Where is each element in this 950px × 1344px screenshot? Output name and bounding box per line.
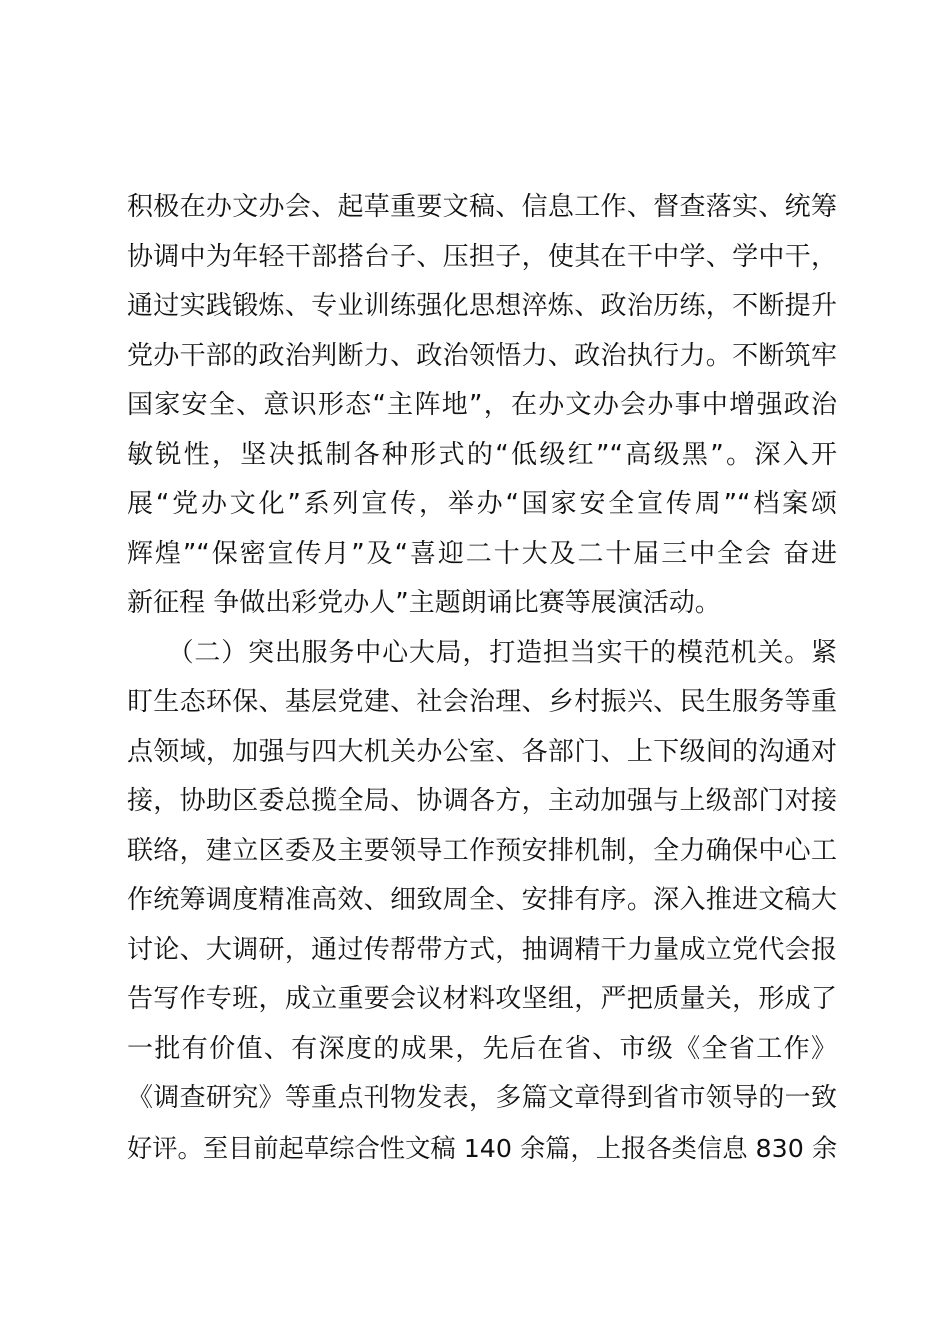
text-line: 好评。至目前起草综合性文稿 140 余篇，上报各类信息 830 余 bbox=[127, 1133, 838, 1163]
text-line: 一批有价值、有深度的成果，先后在省、市级《全省工作》 bbox=[127, 1033, 837, 1064]
text-line: 联络，建立区委及主要领导工作预安排机制，全力确保中心工 bbox=[127, 835, 837, 866]
text-line: 辉煌”“保密宣传月”及“喜迎二十大及二十届三中全会 奋进 bbox=[127, 538, 837, 569]
text-line: 展“党办文化”系列宣传，举办“国家安全宣传周”“档案颂 bbox=[127, 489, 837, 519]
text-line: 《调查研究》等重点刊物发表，多篇文章得到省市领导的一致 bbox=[127, 1083, 837, 1113]
text-line: 新征程 争做出彩党办人”主题朗诵比赛等展演活动。 bbox=[127, 588, 721, 618]
text-line: 讨论、大调研，通过传帮带方式，抽调精干力量成立党代会报 bbox=[127, 934, 837, 965]
text-line: 协调中为年轻干部搭台子、压担子，使其在干中学、学中干， bbox=[127, 241, 837, 272]
text-line: 积极在办文办会、起草重要文稿、信息工作、督查落实、统筹 bbox=[127, 192, 837, 222]
body-text bbox=[127, 183, 837, 1173]
text-line: 敏锐性，坚决抵制各种形式的“低级红”“高级黑”。深入开 bbox=[127, 439, 837, 470]
text-line: 盯生态环保、基层党建、社会治理、乡村振兴、民生服务等重 bbox=[127, 687, 837, 717]
text-line: 告写作专班，成立重要会议材料攻坚组，严把质量关，形成了 bbox=[127, 984, 837, 1014]
text-line: 通过实践锻炼、专业训练强化思想淬炼、政治历练，不断提升 bbox=[127, 291, 837, 321]
text-line: 接，协助区委总揽全局、协调各方，主动加强与上级部门对接 bbox=[127, 786, 837, 816]
text-line: 党办干部的政治判断力、政治领悟力、政治执行力。不断筑牢 bbox=[127, 340, 837, 371]
text-line: 点领域，加强与四大机关办公室、各部门、上下级间的沟通对 bbox=[127, 736, 837, 767]
text-line: 作统筹调度精准高效、细致周全、安排有序。深入推进文稿大 bbox=[127, 885, 837, 915]
text-line: 国家安全、意识形态“主阵地”，在办文办会办事中增强政治 bbox=[127, 390, 837, 420]
section-heading-line: （二）突出服务中心大局，打造担当实干的模范机关。紧 bbox=[127, 637, 837, 668]
